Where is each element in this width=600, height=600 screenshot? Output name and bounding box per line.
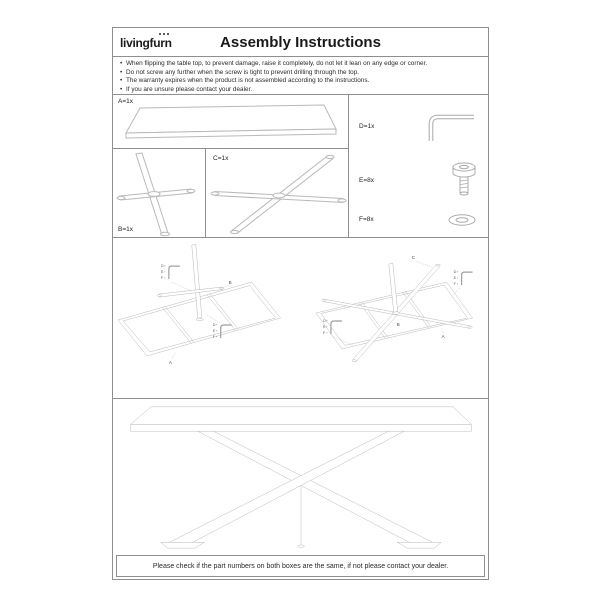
step2-label-a: A	[441, 333, 445, 339]
part-cell-c	[206, 149, 348, 237]
ref-f: F	[212, 334, 216, 339]
hardware-row-e	[359, 155, 478, 207]
part-cell-a	[113, 95, 348, 149]
step2-label-c: C	[411, 255, 415, 261]
ref-e: E	[322, 324, 325, 329]
step1-label-a: A	[168, 359, 172, 365]
washer-icon	[446, 212, 478, 228]
hardware-row-d	[359, 99, 478, 155]
step1-hardware-callout-1	[161, 264, 192, 291]
step1-label-b: B	[228, 280, 232, 286]
notes-list	[119, 60, 482, 94]
part-cell-b	[113, 149, 206, 237]
note-item: • The warranty expires when the product is not assembled according to the instructions.	[119, 77, 482, 86]
final-assembly-box	[113, 398, 488, 554]
ref-d: D	[212, 322, 216, 327]
hardware-row-f	[359, 206, 478, 233]
part-f-label: F=8x	[359, 216, 374, 224]
part-c-label: C=1x	[213, 155, 229, 162]
part-d-label: D=1x	[359, 123, 375, 131]
ref-d: D	[322, 318, 326, 323]
table-top-icon	[118, 101, 344, 147]
parts-left-column	[113, 95, 349, 237]
ref-d: D	[453, 270, 456, 275]
footer-note-text: Please check if the part numbers on both boxes are the same, if not please contact your dealer.	[152, 562, 449, 570]
header	[113, 28, 488, 57]
bolt-icon	[450, 160, 478, 200]
footer-note-box	[116, 555, 485, 577]
note-item: • When flipping the table top, to prevent damage, raise it completely, do not let it lean on any edge or corner.	[119, 60, 482, 69]
part-a-label: A=1x	[118, 98, 133, 105]
ref-e: E	[453, 276, 456, 281]
part-b-label: B=1x	[118, 226, 133, 233]
note-item: • Do not screw any further when the screw is tight to prevent drilling through the top.	[119, 69, 482, 78]
note-item: • If you are unsure please contact your dealer.	[119, 86, 482, 95]
notes-box	[113, 57, 488, 95]
brand-logo-text: livingfurn	[120, 36, 172, 50]
assembled-table-icon	[115, 401, 487, 553]
step2-label-b: B	[396, 321, 400, 327]
cross-frame-icon	[206, 150, 348, 237]
instruction-sheet	[112, 27, 489, 580]
ref-f: F	[453, 282, 456, 287]
part-e-label: E=8x	[359, 176, 374, 184]
ref-f: F	[322, 330, 325, 335]
footer	[113, 554, 488, 580]
page-title: Assembly Instructions	[220, 34, 381, 51]
step1-diagram	[113, 238, 301, 398]
assembly-steps	[113, 238, 488, 398]
hardware-column	[349, 95, 488, 237]
allen-key-icon	[424, 111, 478, 143]
table-leg-icon	[113, 149, 206, 237]
logo-dots-icon	[159, 33, 169, 35]
ref-d: D	[160, 264, 164, 269]
ref-e: E	[212, 328, 216, 333]
ref-f: F	[160, 276, 164, 281]
step2-diagram	[301, 238, 489, 398]
ref-e: E	[160, 270, 164, 275]
brand-logo	[120, 32, 172, 50]
parts-grid	[113, 95, 488, 238]
